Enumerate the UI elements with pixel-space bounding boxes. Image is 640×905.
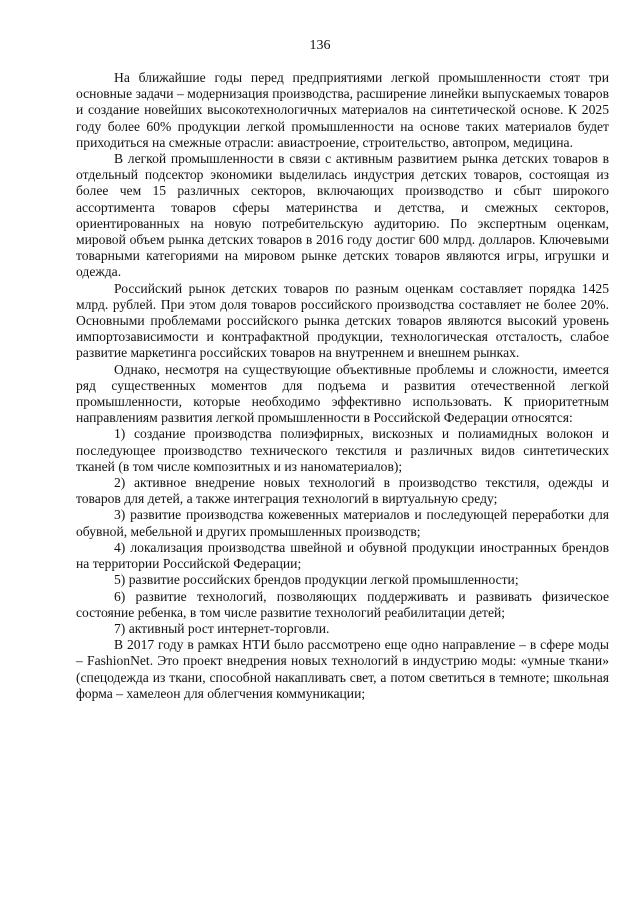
list-item-3: 3) развитие производства кожевенных материалов и последующей переработки для обувной, мебельной и других промышленных производств; — [76, 507, 609, 539]
list-item-6: 6) развитие технологий, позволяющих поддерживать и развивать физическое состояние ребенка, в том числе развитие технологий реабилитации детей; — [76, 588, 609, 620]
list-item-4: 4) локализация производства швейной и обувной продукции иностранных брендов на территории Российской Федерации; — [76, 539, 609, 572]
paragraph-fashionnet: В 2017 году в рамках НТИ было рассмотрено еще одно направление – в сфере моды – FashionNet. Это проект внедрения новых технологий в индустрию моды: «умные ткани» (спецодежда из ткани, способной накапливать свет, а потом светиться в темноте; школьная форма – хамелеон для облегчения коммуникации; — [76, 637, 609, 701]
paragraph-intro: На ближайшие годы перед предприятиями легкой промышленности стоят три основные задачи – модернизация производства, расширение линейки выпускаемых товаров и создание новейших высокотехнологичных материалов на синтетической основе. К 2025 году более 60% продукции легкой промышленности на основе таких материалов будет приходиться на смежные отрасли: авиастроение, строительство, автопром, медицина. — [76, 70, 609, 150]
list-item-2: 2) активное внедрение новых технологий в производство текстиля, одежды и товаров для детей, а также интеграция технологий в виртуальную среду; — [76, 475, 609, 507]
list-item-7: 7) активный рост интернет-торговли. — [114, 620, 330, 636]
document-body — [76, 70, 609, 702]
list-item-1: 1) создание производства полиэфирных, вискозных и полиамидных волокон и последующее производство технического текстиля и различных видов синтетических тканей (в том числе композитных и из наноматериалов); — [76, 426, 609, 474]
paragraph-russian-market: Российский рынок детских товаров по разным оценкам составляет порядка 1425 млрд. рублей. При этом доля товаров российского производства составляет не более 20%. Основными проблемами российского рынка детских товаров являются высокий уровень импортозависимости и контрафактной продукции, технологическая отсталость, слабое развитие маркетинга российских товаров на внутреннем и внешнем рынках. — [76, 280, 609, 361]
paragraph-children-goods: В легкой промышленности в связи с активным развитием рынка детских товаров в отдельный подсектор экономики выделилась индустрия детских товаров, состоящая из более чем 15 различных секторов, включающих производство и сбыт широкого ассортимента товаров сферы материнства и детства, и смежных секторов, ориентированных на новую потребительскую аудиторию. По экспертным оценкам, мировой объем рынка детских товаров в 2016 году достиг 600 млрд. долларов. Ключевыми товарными категориями на мировом рынке детских товаров являются игры, игрушки и одежда. — [76, 151, 609, 280]
list-item-5: 5) развитие российских брендов продукции легкой промышленности; — [114, 572, 519, 588]
paragraph-priorities: Однако, несмотря на существующие объективные проблемы и сложности, имеется ряд существенных моментов для подъема и развития отечественной легкой промышленности, которые необходимо эффективно использовать. К приоритетным направлениям развития легкой промышленности в Российской Федерации относятся: — [76, 361, 609, 426]
page-number: 136 — [309, 38, 331, 53]
